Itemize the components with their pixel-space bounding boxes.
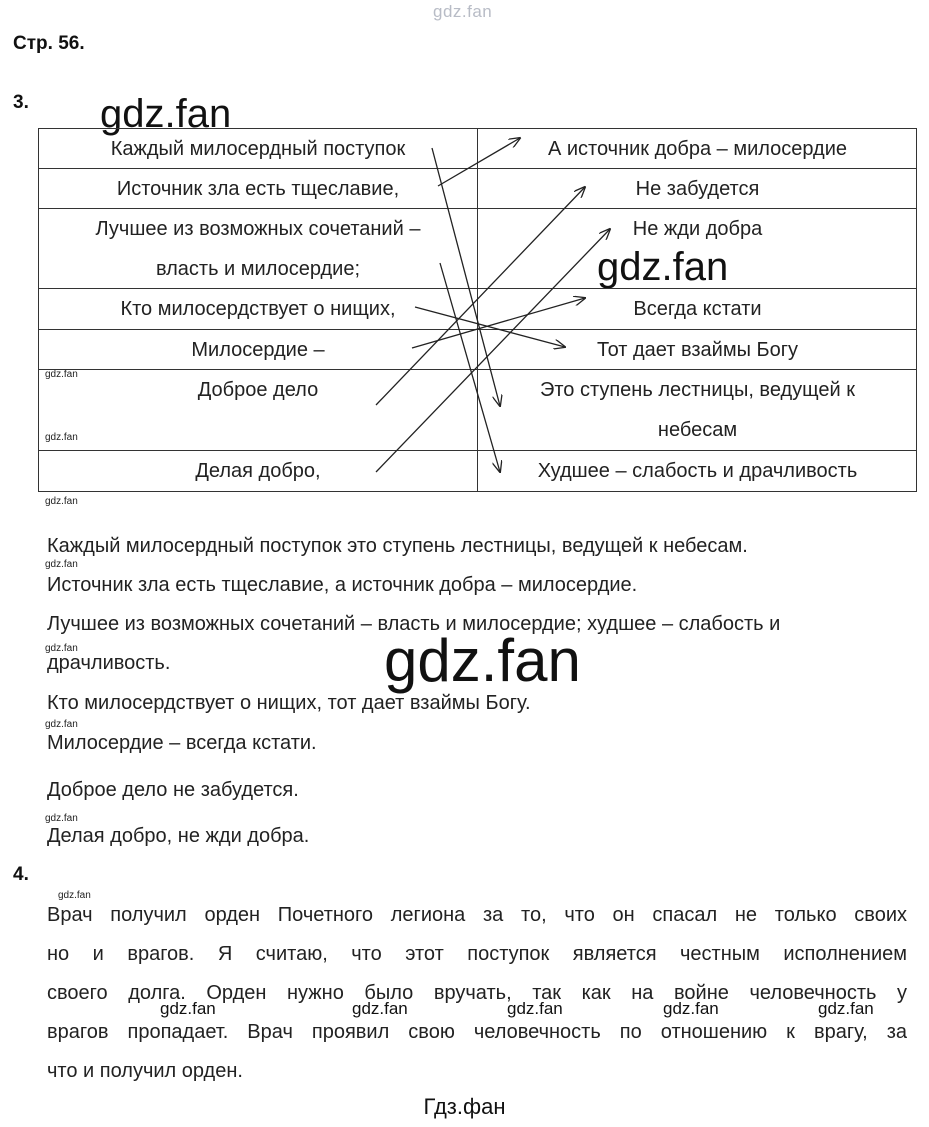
task-4-paragraph <box>47 896 907 1091</box>
watermark-medium: gdz.fan <box>507 999 563 1018</box>
table-cell-line: Это ступень лестницы, ведущей к <box>539 379 856 401</box>
watermark-medium: gdz.fan <box>818 999 874 1018</box>
watermark-medium: gdz.fan <box>352 999 408 1018</box>
paragraph-line: врагов пропадает. Врач проявил свою человечность по отношению к врагу, за <box>47 1021 907 1043</box>
table-cell-left: Доброе дело <box>197 379 319 401</box>
table-cell-line: небесам <box>657 419 738 441</box>
table-cell-right: Худшее – слабость и драчливость <box>537 460 858 482</box>
watermark-large: gdz.fan <box>597 245 729 289</box>
table-cell-left: Каждый милосердный поступок <box>110 138 406 160</box>
watermark-medium: gdz.fan <box>663 999 719 1018</box>
arrow-line <box>376 229 610 472</box>
task-3-number: 3. <box>13 92 29 113</box>
answer-line: драчливость. <box>47 652 171 674</box>
watermark-medium: gdz.fan <box>160 999 216 1018</box>
watermark-small: gdz.fan <box>45 432 78 443</box>
watermark-small: gdz.fan <box>45 813 78 824</box>
watermark-small: gdz.fan <box>45 496 78 507</box>
arrow-line <box>432 148 500 406</box>
watermark-small: gdz.fan <box>45 643 78 654</box>
watermark-small: gdz.fan <box>45 719 78 730</box>
paragraph-line: что и получил орден. <box>47 1060 243 1082</box>
answer-line: Источник зла есть тщеславие, а источник добра – милосердие. <box>47 574 638 596</box>
task-4-number: 4. <box>13 864 29 885</box>
table-cell-left: Источник зла есть тщеславие, <box>116 178 400 200</box>
paragraph-line: но и врагов. Я считаю, что этот поступок является честным исполнением <box>47 943 907 965</box>
footer-watermark: Гдз.фан <box>423 1094 506 1119</box>
table-cell-right: Не жди добра <box>632 218 763 240</box>
answer-line: Каждый милосердный поступок это ступень лестницы, ведущей к небесам. <box>47 535 748 557</box>
table-cell-line: Лучшее из возможных сочетаний – <box>95 218 421 240</box>
answer-line: Доброе дело не забудется. <box>47 779 299 801</box>
table-cell-right: А источник добра – милосердие <box>547 138 848 160</box>
arrow-line <box>376 187 585 405</box>
watermark-large: gdz.fan <box>100 92 232 136</box>
table-cell-left: Милосердие – <box>191 339 325 361</box>
answer-line: Лучшее из возможных сочетаний – власть и милосердие; худшее – слабость и <box>47 613 781 635</box>
paragraph-line: Врач получил орден Почетного легиона за то, что он спасал не только своих <box>47 904 907 926</box>
answer-line: Делая добро, не жди добра. <box>47 825 310 847</box>
table-cell-right: Всегда кстати <box>633 298 762 320</box>
arrow-line <box>438 138 520 186</box>
paragraph-line: своего долга. Орден нужно было вручать, так как на войне человечность у <box>47 982 907 1004</box>
watermark-huge: gdz.fan <box>384 627 581 694</box>
table-cell-right: Тот дает взаймы Богу <box>596 339 799 361</box>
table-cell-line: власть и милосердие; <box>155 258 361 280</box>
table-cell-left: Кто милосердствует о нищих, <box>120 298 396 320</box>
table-cell-right: Не забудется <box>635 178 760 200</box>
watermark-top: gdz.fan <box>433 2 493 21</box>
answer-line: Милосердие – всегда кстати. <box>47 732 317 754</box>
watermark-small: gdz.fan <box>58 890 91 901</box>
answer-line: Кто милосердствует о нищих, тот дает взаймы Богу. <box>47 692 531 714</box>
watermark-small: gdz.fan <box>45 559 78 570</box>
watermark-small: gdz.fan <box>45 369 78 380</box>
table-cell-left: Делая добро, <box>195 460 321 482</box>
page-label: Стр. 56. <box>13 33 85 54</box>
